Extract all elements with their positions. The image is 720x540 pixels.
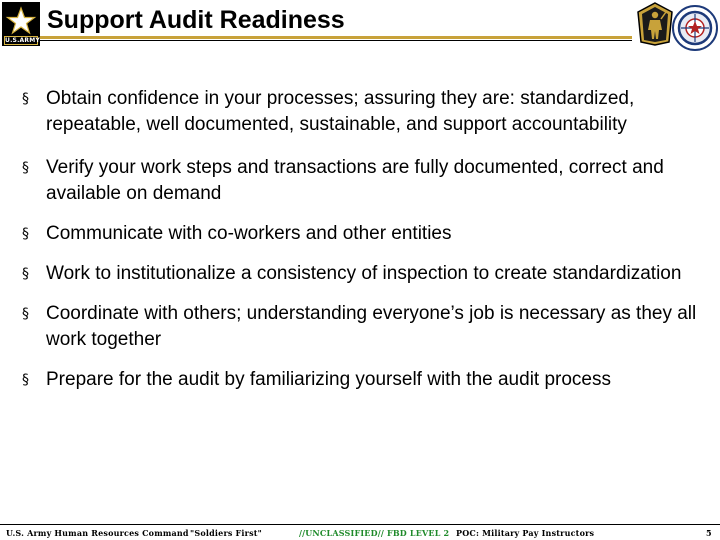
footer-motto: "Soldiers First" bbox=[190, 528, 263, 538]
bullet-text: Communicate with co-workers and other entities bbox=[46, 223, 452, 244]
bullet-item bbox=[22, 301, 712, 353]
footer-command: U.S. Army Human Resources Command bbox=[6, 528, 189, 538]
bullet-text: Work to institutionalize a consistency of inspection to create standardization bbox=[46, 263, 682, 284]
bullet-marker: § bbox=[22, 372, 29, 388]
bullet-text: Obtain confidence in your processes; assuring they are: standardized, repeatable, well documented, sustainable, and support accountability bbox=[46, 88, 635, 135]
title-rule-black bbox=[40, 40, 632, 41]
bullet-text: Coordinate with others; understanding everyone’s job is necessary as they all work together bbox=[46, 303, 697, 350]
bullet-marker: § bbox=[22, 306, 29, 322]
bullet-item bbox=[22, 221, 712, 247]
bullet-text: Prepare for the audit by familiarizing yourself with the audit process bbox=[46, 369, 611, 390]
bullet-text: Verify your work steps and transactions are fully documented, correct and available on demand bbox=[46, 157, 664, 204]
footer-classification: //UNCLASSIFIED// FBD LEVEL 2 bbox=[299, 528, 450, 538]
page-number: 5 bbox=[706, 528, 712, 538]
army-star-icon bbox=[4, 5, 38, 35]
bullet-item bbox=[22, 86, 712, 138]
bullet-item bbox=[22, 367, 712, 393]
us-army-logo bbox=[2, 2, 40, 46]
bullet-marker: § bbox=[22, 91, 29, 107]
footer-poc: POC: Military Pay Instructors bbox=[456, 528, 595, 538]
bullet-item bbox=[22, 155, 712, 207]
bullet-list bbox=[22, 86, 712, 393]
bullet-item bbox=[22, 261, 712, 287]
title-rule-gold bbox=[40, 36, 632, 39]
bullet-marker: § bbox=[22, 266, 29, 282]
soldier-badge-icon bbox=[636, 2, 674, 46]
army-logo-text: U.S.ARMY bbox=[5, 37, 40, 44]
bullet-marker: § bbox=[22, 160, 29, 176]
hrc-seal-icon bbox=[672, 5, 718, 51]
slide-title: Support Audit Readiness bbox=[47, 6, 345, 34]
footer-rule bbox=[0, 524, 720, 525]
bullet-marker: § bbox=[22, 226, 29, 242]
